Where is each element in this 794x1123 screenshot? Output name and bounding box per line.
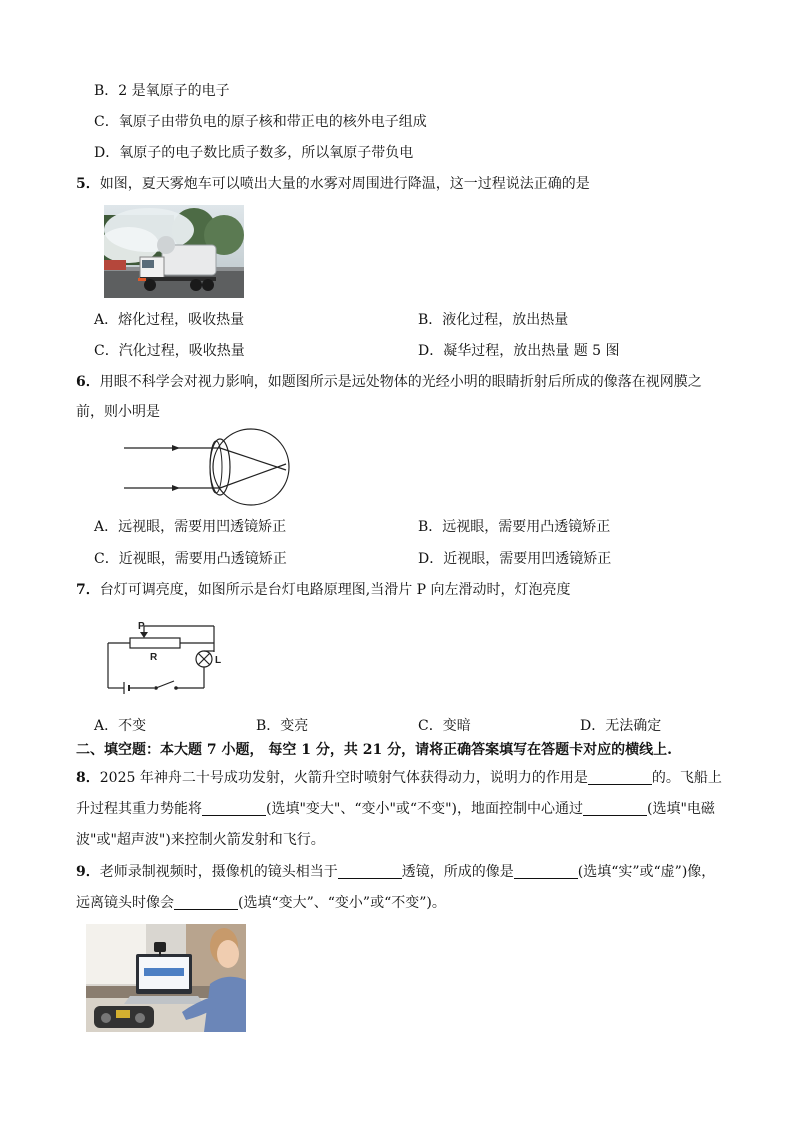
q9-text-2b: (选填“变大”、“变小”或“不变”)。 — [238, 895, 446, 911]
q8-line3: 波"或"超声波")来控制火箭发射和飞行。 — [76, 832, 325, 848]
q4-option-d: D．氧原子的电子数比质子数多，所以氧原子带负电 — [94, 145, 414, 161]
q8-blank-3[interactable] — [583, 801, 647, 816]
q5-option-a: A．熔化过程，吸收热量 — [94, 312, 245, 328]
q6-number: 6． — [76, 374, 100, 390]
q9-number: 9． — [76, 864, 100, 880]
q7-number: 7． — [76, 582, 100, 598]
q7-stem — [76, 580, 571, 600]
q9-text-1b: 透镜，所成的像是 — [401, 864, 514, 880]
q8-text-2a: 升过程其重力势能将 — [76, 801, 202, 817]
q9-blank-2[interactable] — [514, 864, 578, 879]
fog-cannon-truck-photo — [104, 205, 244, 298]
label-l: L — [215, 655, 222, 666]
q5-number: 5． — [76, 176, 100, 192]
q7-option-d: D．无法确定 — [580, 718, 662, 734]
q5-text: 如图，夏天雾炮车可以喷出大量的水雾对周围进行降温，这一过程说法正确的是 — [99, 176, 590, 192]
q8-text-2b: (选填"变大"、“变小"或“不变")，地面控制中心通过 — [266, 801, 583, 817]
q6-text1: 用眼不科学会对视力影响，如题图所示是远处物体的光经小明的眼睛折射后所成的像落在视网膜之 — [99, 374, 702, 390]
q5-option-b: B．液化过程，放出热量 — [418, 312, 569, 328]
q9-blank-3[interactable] — [174, 895, 238, 910]
q8-text-1b: 的。飞船上 — [651, 770, 722, 786]
q8-blank-2[interactable] — [202, 801, 266, 816]
video-recording-photo — [86, 924, 246, 1032]
q4-option-b: B．2 是氧原子的电子 — [94, 83, 230, 99]
q5-figure-caption: 题 5 图 — [573, 343, 620, 359]
q8-number: 8． — [76, 770, 100, 786]
q5-option-c: C．汽化过程，吸收热量 — [94, 343, 245, 359]
q6-stem-line2: 前，则小明是 — [76, 404, 160, 420]
q8-line1 — [76, 768, 722, 788]
q7-option-c: C．变暗 — [418, 718, 471, 734]
label-p: P — [138, 621, 145, 632]
q6-option-d: D．近视眼，需要用凹透镜矫正 — [418, 551, 612, 567]
q4-option-c: C．氧原子由带负电的原子核和带正电的核外电子组成 — [94, 114, 427, 130]
q7-option-a: A．不变 — [94, 718, 147, 734]
q6-option-c: C．近视眼，需要用凸透镜矫正 — [94, 551, 287, 567]
q9-text-1c: (选填“实”或“虚”)像， — [577, 864, 716, 880]
label-r: R — [150, 652, 158, 663]
q9-blank-1[interactable] — [338, 864, 402, 879]
lamp-circuit-diagram — [104, 614, 224, 698]
q9-line2 — [76, 893, 446, 913]
eye-diagram — [116, 426, 300, 508]
q6-stem-line1 — [76, 372, 702, 392]
q9-text-2a: 远离镜头时像会 — [76, 895, 174, 911]
q9-text-1a: 老师录制视频时，摄像机的镜头相当于 — [99, 864, 338, 880]
q8-text-2c: (选填"电磁 — [647, 801, 715, 817]
q9-line1 — [76, 862, 715, 882]
q5-option-d-row — [418, 341, 620, 361]
q6-option-b: B．远视眼，需要用凸透镜矫正 — [418, 519, 611, 535]
q8-line2 — [76, 799, 715, 819]
section-2-heading: 二、填空题：本大题 7 小题， 每空 1 分，共 21 分，请将正确答案填写在答题卡对应的横线上. — [76, 742, 672, 758]
q5-stem — [76, 174, 590, 194]
q8-text-1a: 2025 年神舟二十号成功发射，火箭升空时喷射气体获得动力，说明力的作用是 — [99, 770, 588, 786]
q7-text: 台灯可调亮度，如图所示是台灯电路原理图,当滑片 P 向左滑动时，灯泡亮度 — [99, 582, 571, 598]
q7-option-b: B．变亮 — [256, 718, 309, 734]
q6-option-a: A．远视眼，需要用凹透镜矫正 — [94, 519, 287, 535]
q5-option-d: D．凝华过程，放出热量 — [418, 343, 570, 359]
q8-blank-1[interactable] — [588, 770, 652, 785]
